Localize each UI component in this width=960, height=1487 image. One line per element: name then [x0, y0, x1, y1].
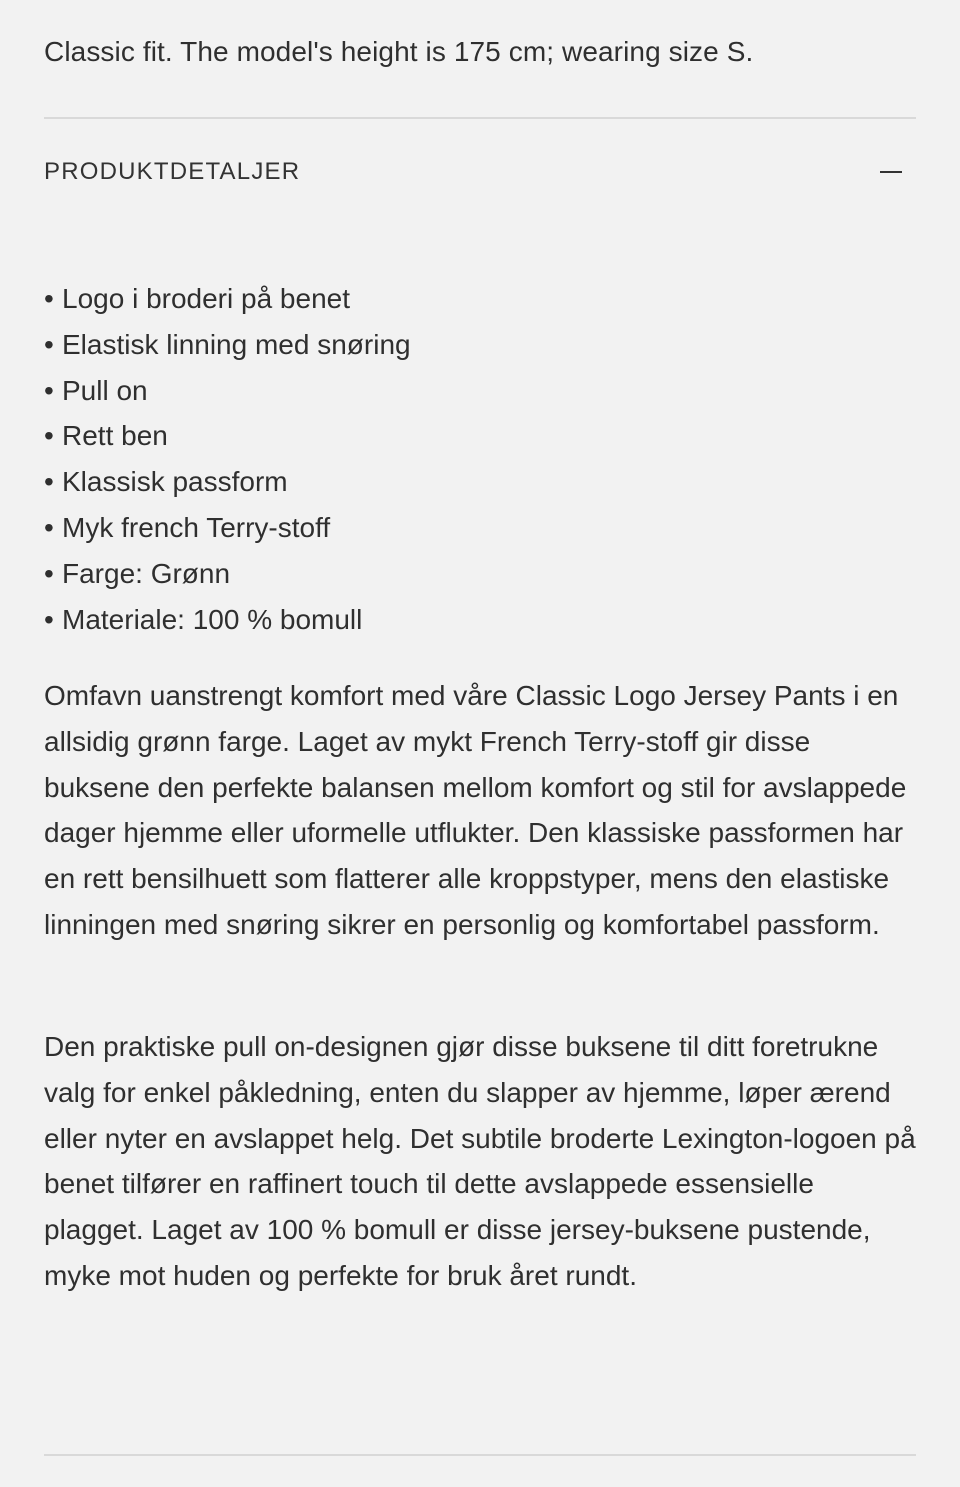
product-feature-list [44, 276, 411, 642]
list-item: • Elastisk linning med snøring [44, 322, 411, 368]
divider-bottom [44, 1454, 916, 1456]
list-item: • Rett ben [44, 413, 411, 459]
minus-icon[interactable] [872, 150, 916, 194]
list-item: • Klassisk passform [44, 459, 411, 505]
description-paragraph-1: Omfavn uanstrengt komfort med våre Classic Logo Jersey Pants i en allsidig grønn farge. Laget av mykt French Terry-stoff gir disse buksene den perfekte balansen mellom komfort og stil for avslappede dager hjemme eller uformelle utflukter. Den klassiske passformen har en rett bensilhuett som flatterer alle kroppstyper, mens den elastiske linningen med snøring sikrer en personlig og komfortabel passform. [44, 680, 907, 940]
list-item: • Logo i broderi på benet [44, 276, 411, 322]
description-paragraph-2: Den praktiske pull on-designen gjør disse buksene til ditt foretrukne valg for enkel påkledning, enten du slapper av hjemme, løper ærend eller nyter en avslappet helg. Det subtile broderte Lexington-logoen på benet tilfører en raffinert touch til dette avslappede essensielle plagget. Laget av 100 % bomull er disse jersey-buksene pustende, myke mot huden og perfekte for bruk året rundt. [44, 1031, 916, 1291]
divider-top [44, 117, 916, 119]
list-item: • Pull on [44, 368, 411, 414]
list-item: • Myk french Terry-stoff [44, 505, 411, 551]
accordion-title: PRODUKTDETALJER [44, 158, 301, 185]
fit-note: Classic fit. The model's height is 175 cm; wearing size S. [44, 36, 754, 67]
list-item: • Farge: Grønn [44, 551, 411, 597]
list-item: • Materiale: 100 % bomull [44, 597, 411, 643]
product-details-accordion-header[interactable] [44, 150, 916, 194]
